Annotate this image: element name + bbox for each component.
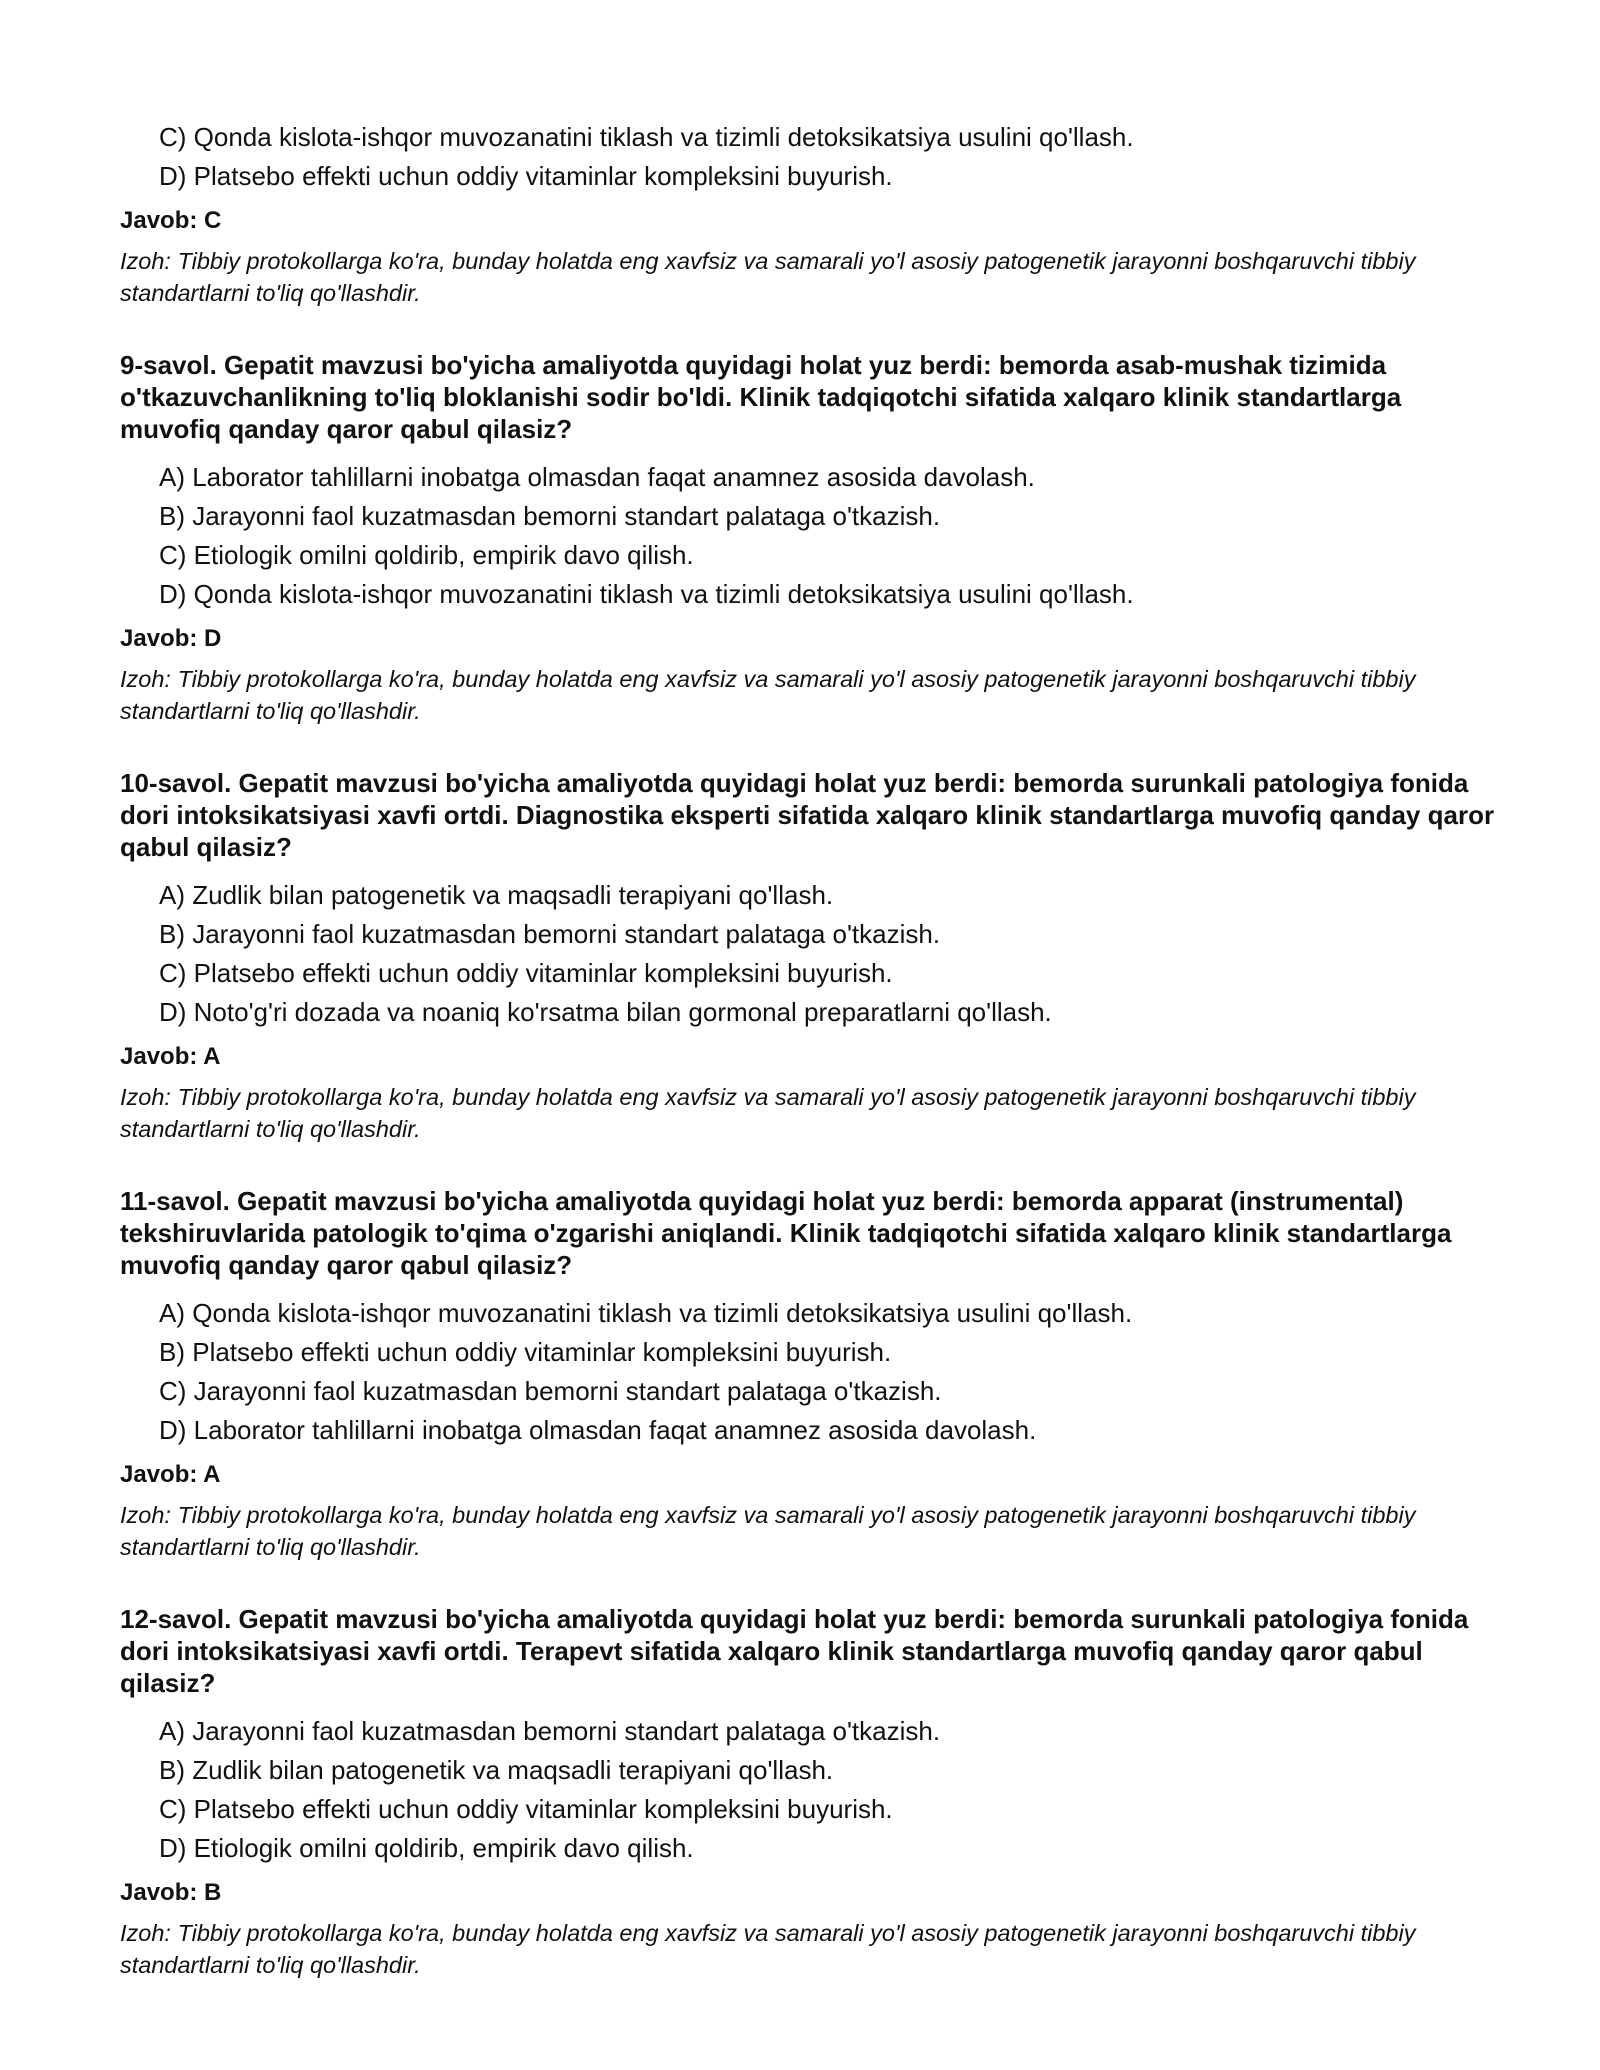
explanation-text: Izoh: Tibbiy protokollarga ko'ra, bunday holatda eng xavfsiz va samarali yo'l asosiy patogenetik jarayonni boshqaruvchi tibbiy standartlarni to'liq qo'llashdir. [120, 248, 1416, 306]
option-d: D) Etiologik omilni qoldirib, empirik davo qilish. [159, 1833, 694, 1863]
answer-label: Javob: D [120, 625, 222, 652]
option-b: B) Platsebo effekti uchun oddiy vitaminlar kompleksini buyurish. [159, 1337, 892, 1367]
explanation-text: Izoh: Tibbiy protokollarga ko'ra, bunday holatda eng xavfsiz va samarali yo'l asosiy patogenetik jarayonni boshqaruvchi tibbiy standartlarni to'liq qo'llashdir. [120, 666, 1416, 724]
answer-label: Javob: A [120, 1043, 221, 1070]
option-c: C) Platsebo effekti uchun oddiy vitaminlar kompleksini buyurish. [159, 1794, 893, 1824]
question-block-12 [120, 1603, 1500, 1981]
question-block-10 [120, 767, 1500, 1145]
question-block-9 [120, 349, 1500, 727]
explanation-text: Izoh: Tibbiy protokollarga ko'ra, bunday holatda eng xavfsiz va samarali yo'l asosiy patogenetik jarayonni boshqaruvchi tibbiy standartlarni to'liq qo'llashdir. [120, 1920, 1416, 1978]
option-c: C) Qonda kislota-ishqor muvozanatini tiklash va tizimli detoksikatsiya usulini qo'llash. [159, 122, 1134, 152]
option-a: A) Laborator tahlillarni inobatga olmasdan faqat anamnez asosida davolash. [159, 462, 1035, 492]
options-list [120, 458, 1500, 614]
option-a: A) Jarayonni faol kuzatmasdan bemorni standart palataga o'tkazish. [159, 1716, 941, 1746]
option-a: A) Qonda kislota-ishqor muvozanatini tiklash va tizimli detoksikatsiya usulini qo'llash. [159, 1298, 1133, 1328]
explanation-text: Izoh: Tibbiy protokollarga ko'ra, bunday holatda eng xavfsiz va samarali yo'l asosiy patogenetik jarayonni boshqaruvchi tibbiy standartlarni to'liq qo'llashdir. [120, 1084, 1416, 1142]
question-8-continuation [120, 118, 1500, 309]
option-b: B) Jarayonni faol kuzatmasdan bemorni standart palataga o'tkazish. [159, 501, 941, 531]
option-d: D) Qonda kislota-ishqor muvozanatini tiklash va tizimli detoksikatsiya usulini qo'llash. [159, 579, 1134, 609]
question-text: 12-savol. Gepatit mavzusi bo'yicha amaliyotda quyidagi holat yuz berdi: bemorda surunkali patologiya fonida dori intoksikatsiyasi xavfi ortdi. Terapevt sifatida xalqaro klinik standartlarga muvofiq qanday qaror qabul qilasiz? [120, 1604, 1469, 1698]
question-text: 10-savol. Gepatit mavzusi bo'yicha amaliyotda quyidagi holat yuz berdi: bemorda surunkali patologiya fonida dori intoksikatsiyasi xavfi ortdi. Diagnostika eksperti sifatida xalqaro klinik standartlarga muvofiq qanday qaror qabul qilasiz? [120, 768, 1495, 862]
option-b: B) Zudlik bilan patogenetik va maqsadli terapiyani qo'llash. [159, 1755, 834, 1785]
option-c: C) Etiologik omilni qoldirib, empirik davo qilish. [159, 540, 694, 570]
document-page [120, 118, 1500, 1981]
question-block-11 [120, 1185, 1500, 1563]
option-c: C) Platsebo effekti uchun oddiy vitaminlar kompleksini buyurish. [159, 958, 893, 988]
option-a: A) Zudlik bilan patogenetik va maqsadli terapiyani qo'llash. [159, 880, 834, 910]
option-d: D) Platsebo effekti uchun oddiy vitaminlar kompleksini buyurish. [159, 161, 893, 191]
option-b: B) Jarayonni faol kuzatmasdan bemorni standart palataga o'tkazish. [159, 919, 941, 949]
option-d: D) Laborator tahlillarni inobatga olmasdan faqat anamnez asosida davolash. [159, 1415, 1037, 1445]
question-text: 9-savol. Gepatit mavzusi bo'yicha amaliyotda quyidagi holat yuz berdi: bemorda asab-mushak tizimida o'tkazuvchanlikning to'liq bloklanishi sodir bo'ldi. Klinik tadqiqotchi sifatida xalqaro klinik standartlarga muvofiq qanday qaror qabul qilasiz? [120, 350, 1402, 444]
question-text: 11-savol. Gepatit mavzusi bo'yicha amaliyotda quyidagi holat yuz berdi: bemorda apparat (instrumental) tekshiruvlarida patologik to'qima o'zgarishi aniqlandi. Klinik tadqiqotchi sifatida xalqaro klinik standartlarga muvofiq qanday qaror qabul qilasiz? [120, 1186, 1452, 1280]
options-list [120, 1294, 1500, 1450]
explanation-text: Izoh: Tibbiy protokollarga ko'ra, bunday holatda eng xavfsiz va samarali yo'l asosiy patogenetik jarayonni boshqaruvchi tibbiy standartlarni to'liq qo'llashdir. [120, 1502, 1416, 1560]
option-c: C) Jarayonni faol kuzatmasdan bemorni standart palataga o'tkazish. [159, 1376, 942, 1406]
options-list [120, 876, 1500, 1032]
answer-label: Javob: B [120, 1879, 222, 1906]
option-d: D) Noto'g'ri dozada va noaniq ko'rsatma bilan gormonal preparatlarni qo'llash. [159, 997, 1052, 1027]
answer-label: Javob: A [120, 1461, 221, 1488]
options-list [120, 1712, 1500, 1868]
options-list [120, 118, 1500, 196]
answer-label: Javob: C [120, 207, 222, 234]
